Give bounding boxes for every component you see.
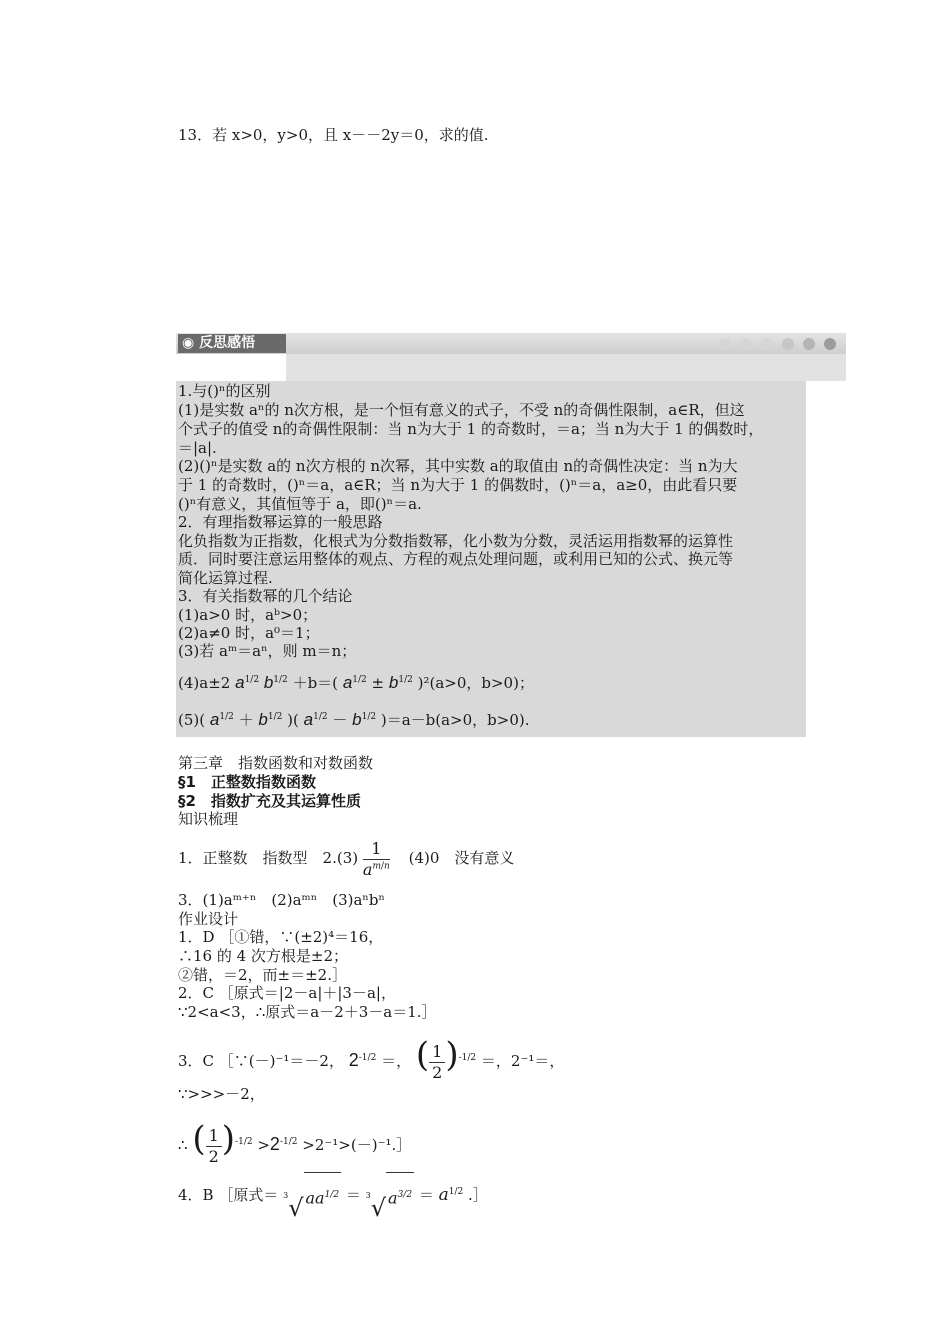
exponent: 1/2 [448,1187,464,1197]
summary-line: 个式子的值受 n的奇偶性限制：当 n为大于 1 的奇数时，＝a；当 n为大于 1 的偶数时， [178,420,764,438]
denominator: 2 [432,1062,443,1082]
answer-3-cont: ∴ ( $\frac{1}{2}$ )$^{-1/2} >2^{-1/2}$ >2⁻¹>(－)⁻¹.］ [178,1119,412,1166]
answer-text: ＝，2⁻¹＝， [480,1052,565,1070]
root-index: 3 [283,1190,289,1200]
homework-heading: 作业设计 [178,910,239,928]
math-b: b [388,673,399,692]
answer-2-cont: ∵2<a<3，∴原式＝a－2＋3－a＝1.］ [178,1003,437,1021]
radical-sign: √ [370,1194,387,1223]
numerator: 1 [208,1125,219,1145]
exponent: 1/2 [219,712,234,722]
exponent: m/n [372,861,390,872]
denominator [362,859,390,879]
chapter-title: 第三章 指数函数和对数函数 [178,754,374,772]
cube-root [283,1172,341,1223]
knowledge-heading: 知识梳理 [178,810,239,828]
exponent: 1/2 [244,675,260,685]
answer-text: 3．C ［∵(－)⁻¹＝－2， [178,1052,344,1070]
math-a: a [438,1185,449,1205]
fraction-one-half [206,1125,222,1166]
formula-text: (5)( [178,711,206,729]
exponent: 3/2 [397,1189,413,1200]
exponent: -1/2 [358,1053,377,1063]
denominator: 2 [208,1146,219,1166]
answer-text: (4)0 没有意义 [408,849,515,867]
banner-dots [719,338,836,350]
numerator: 1 [432,1041,443,1061]
math-m: m [372,861,381,872]
decor-dot [824,338,836,350]
exponent: 1/2 [352,675,367,685]
exponent: -1/2 [279,1137,298,1147]
decor-dot [719,338,731,350]
summary-line: 1.与()ⁿ的区别 [178,382,271,400]
answer-text: >2⁻¹>(－)⁻¹.］ [302,1136,412,1154]
summary-line: ()ⁿ有意义，其值恒等于 a，即()ⁿ＝a. [178,495,422,513]
math-a: a [388,1188,398,1208]
fraction-1-over-a-m-n [362,838,390,879]
answer-text: ∴ [178,1136,188,1154]
exponent: 1/2 [313,712,328,722]
section-2: §2 指数扩充及其运算性质 [178,792,361,810]
cube-root [365,1172,414,1223]
math-a: a [362,859,373,879]
summary-line: (1)是实数 aⁿ的 n次方根，是一个恒有意义的式子，不受 n的奇偶性限制，a∈R，但这 [178,401,745,419]
answer-1-cont: ②错，＝2，而±＝±2.］ [178,966,347,984]
formula-text: )²(a>0，b>0)； [417,674,534,692]
math-b: b [263,673,274,692]
answer-1: 1．D ［①错，∵(±2)⁴＝16， [178,928,384,946]
math-two: 2 [348,1050,359,1070]
left-paren: ( [415,1035,430,1075]
formula-5: (5)( $a^{1/2} + b^{1/2}$ )( $a^{1/2} - b^{1/2}$ )＝a－b(a>0，b>0). [178,710,530,729]
exponent: 1/2 [398,675,413,685]
answer-3-cont: ∵>>>－2， [178,1085,265,1103]
math-b: b [352,710,362,729]
summary-line: (2)()ⁿ是实数 a的 n次方根的 n次幂，其中实数 a的取值由 n的奇偶性决定：当 n为大 [178,457,738,475]
decor-dot [782,338,794,350]
fraction-one-half [429,1041,445,1082]
banner-underbar [286,354,846,381]
decor-dot [803,338,815,350]
radical-sign: √ [288,1194,304,1223]
radicand [386,1172,414,1220]
answer-1-cont: ∴16 的 4 次方根是±2； [178,947,349,965]
summary-line: 质．同时要注意运用整体的观点、方程的观点处理问题，或利用已知的公式、换元等 [178,550,734,568]
math-a: a [235,673,245,692]
decor-dot [761,338,773,350]
summary-line: (2)a≠0 时，a⁰＝1； [178,624,320,642]
decor-dot [740,338,752,350]
exponent: 1/2 [361,712,377,722]
summary-heading: 2．有理指数幂运算的一般思路 [178,513,383,531]
banner-title: ◉ 反思感悟 [178,334,286,353]
formula-text: )＝a－b(a>0，b>0). [380,711,530,729]
math-a: a [342,673,353,692]
math-n: n [384,861,390,872]
summary-line: ＝|a|. [178,439,217,457]
question-13: 13．若 x>0，y>0，且 x－－2y＝0，求的值. [178,126,489,144]
formula-text: (4)a±2 [178,674,231,692]
math-b: b [258,710,268,729]
exponent: -1/2 [458,1053,477,1063]
math-aa: aa [305,1188,325,1208]
answer-text: 4．B ［原式＝ [178,1186,279,1204]
answer-4: 4．B ［原式＝ 3 √ $aa^{1/2}$ ＝ 3 √ $a^{3/2}$ ＝ $a^{1/2}$ .］ [178,1170,488,1220]
radicand [304,1172,342,1220]
right-paren: ) [221,1119,236,1159]
numerator: 1 [371,838,382,858]
answer-3 [178,1030,564,1086]
summary-line: 于 1 的奇数时，()ⁿ＝a，a∈R；当 n为大于 1 的偶数时，()ⁿ＝a，a≥0，由此看只要 [178,476,738,494]
formula-4: (4)a±2 $a^{1/2}$ $b^{1/2} +b=$( $a^{1/2} \pm b^{1/2}$ )²(a>0，b>0)； [178,673,534,692]
exponent: 1/2 [273,675,288,685]
summary-line: (1)a>0 时，aᵇ>0； [178,606,318,624]
right-paren: ) [445,1035,459,1075]
formula-text: ＋b＝( [292,674,339,692]
exponent: 1/2 [267,712,283,722]
reflection-banner [176,333,846,381]
math-two: 2 [269,1134,280,1154]
answer-text: 1．正整数 指数型 2.(3) [178,849,359,867]
summary-line: 化负指数为正指数，化根式为分数指数幂，化小数为分数，灵活运用指数幂的运算性 [178,532,734,550]
root-index: 3 [365,1190,371,1200]
summary-line: 简化运算过程. [178,569,273,587]
knowledge-3: 3．(1)aᵐ⁺ⁿ (2)aᵐⁿ (3)aⁿbⁿ [178,891,385,909]
left-paren: ( [192,1119,206,1159]
formula-text: )( [287,711,299,729]
answer-text: ＝， [381,1052,412,1070]
summary-heading: 3．有关指数幂的几个结论 [178,587,353,605]
summary-line: (3)若 aᵐ＝aⁿ，则 m＝n； [178,642,357,660]
math-a: a [209,710,220,729]
answer-2: 2．C ［原式＝|2－a|＋|3－a|， [178,984,396,1002]
knowledge-1 [178,830,514,886]
section-1: §1 正整数指数函数 [178,773,316,791]
exponent: 1/2 [324,1189,340,1200]
math-a: a [303,710,314,729]
answer-text: .］ [468,1186,488,1204]
exponent: -1/2 [235,1137,253,1147]
